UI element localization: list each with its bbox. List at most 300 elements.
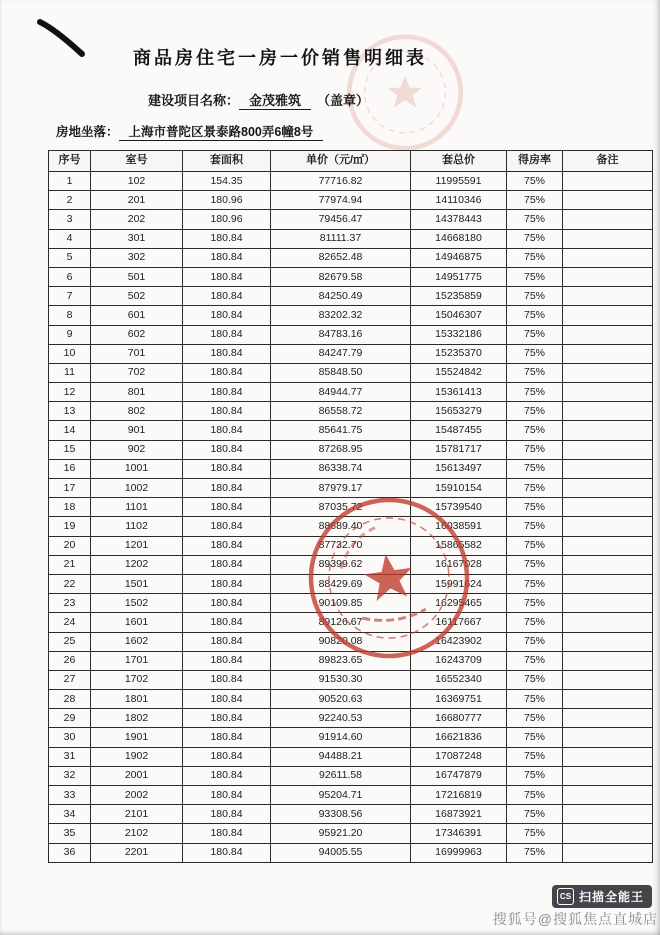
table-cell: 1702 xyxy=(91,670,183,689)
table-cell: 87268.95 xyxy=(271,440,411,459)
table-cell: 180.84 xyxy=(183,402,271,421)
table-cell: 75% xyxy=(507,172,563,191)
table-cell: 1502 xyxy=(91,594,183,613)
table-cell: 1801 xyxy=(91,690,183,709)
table-cell: 180.84 xyxy=(183,594,271,613)
table-cell: 180.84 xyxy=(183,517,271,536)
table-cell: 31 xyxy=(49,747,91,766)
table-cell: 15487455 xyxy=(411,421,507,440)
table-cell: 84944.77 xyxy=(271,383,411,402)
table-cell: 2102 xyxy=(91,824,183,843)
table-cell: 19 xyxy=(49,517,91,536)
table-cell: 91530.30 xyxy=(271,670,411,689)
table-cell: 2 xyxy=(49,191,91,210)
table-cell: 15524842 xyxy=(411,363,507,382)
table-cell xyxy=(563,766,653,785)
table-cell: 75% xyxy=(507,191,563,210)
table-row xyxy=(49,709,653,728)
table-cell xyxy=(563,536,653,555)
table-cell: 180.84 xyxy=(183,805,271,824)
table-cell: 15235859 xyxy=(411,287,507,306)
table-cell: 180.84 xyxy=(183,440,271,459)
table-row xyxy=(49,670,653,689)
table-cell: 15739540 xyxy=(411,498,507,517)
table-cell: 180.84 xyxy=(183,267,271,286)
table-cell: 1901 xyxy=(91,728,183,747)
table-cell: 1101 xyxy=(91,498,183,517)
table-cell: 180.84 xyxy=(183,824,271,843)
sohu-watermark: 搜狐号@搜狐焦点直城店 xyxy=(492,911,658,927)
table-cell xyxy=(563,402,653,421)
table-cell xyxy=(563,172,653,191)
table-cell: 16 xyxy=(49,459,91,478)
table-cell: 75% xyxy=(507,344,563,363)
table-cell: 16552340 xyxy=(411,670,507,689)
table-cell: 8 xyxy=(49,306,91,325)
table-cell xyxy=(563,440,653,459)
location-value: 上海市普陀区景泰路800弄6幢8号 xyxy=(119,125,324,141)
camscanner-badge xyxy=(552,885,652,908)
table-row xyxy=(49,824,653,843)
table-cell: 25 xyxy=(49,632,91,651)
table-row xyxy=(49,498,653,517)
table-cell: 89399.62 xyxy=(271,555,411,574)
table-cell: 302 xyxy=(91,248,183,267)
table-cell: 29 xyxy=(49,709,91,728)
table-row xyxy=(49,479,653,498)
table-cell: 3 xyxy=(49,210,91,229)
table-cell: 14 xyxy=(49,421,91,440)
table-row xyxy=(49,594,653,613)
table-cell: 88689.40 xyxy=(271,517,411,536)
table-cell: 75% xyxy=(507,709,563,728)
table-row xyxy=(49,210,653,229)
table-row xyxy=(49,574,653,593)
table-row xyxy=(49,632,653,651)
table-row xyxy=(49,267,653,286)
document-title: 商品房住宅一房一价销售明细表 xyxy=(133,48,427,68)
table-cell: 75% xyxy=(507,421,563,440)
table-cell: 33 xyxy=(49,786,91,805)
table-cell: 1902 xyxy=(91,747,183,766)
property-location-line xyxy=(56,122,323,140)
table-cell: 180.84 xyxy=(183,498,271,517)
table-cell: 86338.74 xyxy=(271,459,411,478)
table-cell: 75% xyxy=(507,632,563,651)
table-cell: 180.84 xyxy=(183,363,271,382)
table-cell: 180.84 xyxy=(183,613,271,632)
seal-suffix-label: （盖章） xyxy=(317,93,370,108)
table-cell: 15 xyxy=(49,440,91,459)
table-cell: 14110346 xyxy=(411,191,507,210)
table-cell: 16873921 xyxy=(411,805,507,824)
table-row xyxy=(49,651,653,670)
table-cell: 180.84 xyxy=(183,632,271,651)
table-row xyxy=(49,805,653,824)
table-cell: 801 xyxy=(91,383,183,402)
table-cell: 10 xyxy=(49,344,91,363)
table-cell: 16680777 xyxy=(411,709,507,728)
table-cell: 14946875 xyxy=(411,248,507,267)
table-cell xyxy=(563,709,653,728)
table-cell xyxy=(563,383,653,402)
table-cell xyxy=(563,594,653,613)
table-cell: 90820.08 xyxy=(271,632,411,651)
table-cell: 75% xyxy=(507,690,563,709)
table-cell: 2001 xyxy=(91,766,183,785)
table-cell: 1802 xyxy=(91,709,183,728)
table-cell: 16369751 xyxy=(411,690,507,709)
table-cell: 75% xyxy=(507,670,563,689)
table-row xyxy=(49,248,653,267)
table-cell: 75% xyxy=(507,498,563,517)
table-cell: 201 xyxy=(91,191,183,210)
table-cell: 75% xyxy=(507,747,563,766)
table-cell: 92240.53 xyxy=(271,709,411,728)
table-cell: 14951775 xyxy=(411,267,507,286)
table-row xyxy=(49,287,653,306)
table-cell: 2101 xyxy=(91,805,183,824)
table-cell: 95921.20 xyxy=(271,824,411,843)
table-cell xyxy=(563,267,653,286)
table-cell xyxy=(563,651,653,670)
table-row xyxy=(49,172,653,191)
camscanner-label: 扫描全能王 xyxy=(578,890,644,904)
table-cell: 75% xyxy=(507,287,563,306)
table-cell: 16038591 xyxy=(411,517,507,536)
table-cell xyxy=(563,306,653,325)
table-cell: 180.84 xyxy=(183,479,271,498)
table-cell: 14378443 xyxy=(411,210,507,229)
table-cell: 16167028 xyxy=(411,555,507,574)
table-cell: 20 xyxy=(49,536,91,555)
table-cell: 92611.58 xyxy=(271,766,411,785)
table-cell: 83202.32 xyxy=(271,306,411,325)
table-cell: 84783.16 xyxy=(271,325,411,344)
table-cell: 75% xyxy=(507,517,563,536)
table-cell: 85641.75 xyxy=(271,421,411,440)
table-cell: 75% xyxy=(507,651,563,670)
table-cell: 91914.60 xyxy=(271,728,411,747)
table-cell: 180.84 xyxy=(183,459,271,478)
table-cell: 84247.79 xyxy=(271,344,411,363)
table-cell: 1102 xyxy=(91,517,183,536)
table-cell: 75% xyxy=(507,229,563,248)
table-row xyxy=(49,344,653,363)
table-cell: 15235370 xyxy=(411,344,507,363)
table-cell: 701 xyxy=(91,344,183,363)
table-cell: 11995591 xyxy=(411,172,507,191)
location-label: 房地坐落： xyxy=(56,125,119,139)
table-cell: 2201 xyxy=(91,843,183,862)
table-cell: 75% xyxy=(507,594,563,613)
table-cell: 180.84 xyxy=(183,536,271,555)
table-cell: 180.84 xyxy=(183,229,271,248)
table-row xyxy=(49,766,653,785)
table-cell: 901 xyxy=(91,421,183,440)
table-cell: 75% xyxy=(507,267,563,286)
column-header-1: 室号 xyxy=(91,151,183,172)
table-cell: 75% xyxy=(507,440,563,459)
table-cell: 84250.49 xyxy=(271,287,411,306)
table-cell: 802 xyxy=(91,402,183,421)
project-name-value: 金茂雅筑 xyxy=(239,93,311,110)
table-cell xyxy=(563,690,653,709)
table-cell: 75% xyxy=(507,766,563,785)
table-cell: 1201 xyxy=(91,536,183,555)
table-cell: 75% xyxy=(507,306,563,325)
table-body xyxy=(49,172,653,863)
price-table xyxy=(48,150,653,863)
table-row xyxy=(49,402,653,421)
table-cell: 75% xyxy=(507,613,563,632)
table-cell: 1202 xyxy=(91,555,183,574)
table-cell: 16117667 xyxy=(411,613,507,632)
table-cell: 180.84 xyxy=(183,709,271,728)
table-cell xyxy=(563,229,653,248)
table-cell: 94005.55 xyxy=(271,843,411,862)
table-cell: 15046307 xyxy=(411,306,507,325)
table-cell: 180.84 xyxy=(183,766,271,785)
table-cell xyxy=(563,670,653,689)
table-cell xyxy=(563,517,653,536)
table-header-row xyxy=(49,151,653,172)
table-cell: 28 xyxy=(49,690,91,709)
table-cell: 180.84 xyxy=(183,248,271,267)
table-cell: 15865582 xyxy=(411,536,507,555)
table-row xyxy=(49,459,653,478)
table-cell: 16747879 xyxy=(411,766,507,785)
table-row xyxy=(49,747,653,766)
table-cell: 89126.67 xyxy=(271,613,411,632)
table-cell: 902 xyxy=(91,440,183,459)
table-cell: 180.84 xyxy=(183,555,271,574)
table-cell: 602 xyxy=(91,325,183,344)
table-cell: 180.84 xyxy=(183,306,271,325)
table-cell: 75% xyxy=(507,459,563,478)
table-cell: 15332186 xyxy=(411,325,507,344)
table-cell: 1001 xyxy=(91,459,183,478)
table-cell: 23 xyxy=(49,594,91,613)
table-row xyxy=(49,690,653,709)
table-cell: 75% xyxy=(507,248,563,267)
table-cell: 2002 xyxy=(91,786,183,805)
table-cell: 87979.17 xyxy=(271,479,411,498)
table-cell: 1 xyxy=(49,172,91,191)
table-cell xyxy=(563,728,653,747)
table-row xyxy=(49,536,653,555)
table-cell: 95204.71 xyxy=(271,786,411,805)
table-cell: 16295465 xyxy=(411,594,507,613)
table-cell: 15781717 xyxy=(411,440,507,459)
table-cell xyxy=(563,459,653,478)
table-cell xyxy=(563,287,653,306)
table-cell: 93308.56 xyxy=(271,805,411,824)
table-cell xyxy=(563,613,653,632)
table-cell: 75% xyxy=(507,555,563,574)
column-header-4: 套总价 xyxy=(411,151,507,172)
table-cell: 75% xyxy=(507,843,563,862)
table-cell: 79456.47 xyxy=(271,210,411,229)
table-cell: 75% xyxy=(507,786,563,805)
project-name-line xyxy=(148,90,369,109)
table-cell: 75% xyxy=(507,574,563,593)
table-cell: 75% xyxy=(507,363,563,382)
table-cell: 15613497 xyxy=(411,459,507,478)
table-cell: 180.84 xyxy=(183,670,271,689)
table-cell: 17216819 xyxy=(411,786,507,805)
table-cell xyxy=(563,805,653,824)
table-cell: 34 xyxy=(49,805,91,824)
table-cell: 6 xyxy=(49,267,91,286)
table-row xyxy=(49,229,653,248)
table-cell: 14668180 xyxy=(411,229,507,248)
table-cell: 1601 xyxy=(91,613,183,632)
table-cell: 180.84 xyxy=(183,287,271,306)
table-cell: 85848.50 xyxy=(271,363,411,382)
table-cell: 36 xyxy=(49,843,91,862)
table-cell: 180.84 xyxy=(183,690,271,709)
table-cell: 75% xyxy=(507,383,563,402)
table-cell: 17 xyxy=(49,479,91,498)
column-header-0: 序号 xyxy=(49,151,91,172)
table-cell: 301 xyxy=(91,229,183,248)
table-cell: 12 xyxy=(49,383,91,402)
table-cell: 16423902 xyxy=(411,632,507,651)
table-cell: 180.84 xyxy=(183,344,271,363)
table-cell: 75% xyxy=(507,728,563,747)
table-row xyxy=(49,728,653,747)
table-cell xyxy=(563,632,653,651)
table-row xyxy=(49,440,653,459)
table-cell: 180.84 xyxy=(183,325,271,344)
table-cell xyxy=(563,248,653,267)
table-cell: 75% xyxy=(507,210,563,229)
table-cell: 75% xyxy=(507,824,563,843)
table-cell: 77716.82 xyxy=(271,172,411,191)
table-cell xyxy=(563,191,653,210)
table-cell: 35 xyxy=(49,824,91,843)
table-cell: 75% xyxy=(507,402,563,421)
camscanner-icon: CS xyxy=(557,888,574,905)
table-cell: 180.84 xyxy=(183,728,271,747)
table-cell: 180.84 xyxy=(183,574,271,593)
table-cell: 16621836 xyxy=(411,728,507,747)
table-cell: 7 xyxy=(49,287,91,306)
table-cell: 180.84 xyxy=(183,786,271,805)
table-cell: 5 xyxy=(49,248,91,267)
table-cell: 81111.37 xyxy=(271,229,411,248)
table-cell: 180.84 xyxy=(183,421,271,440)
table-cell: 24 xyxy=(49,613,91,632)
table-cell: 75% xyxy=(507,479,563,498)
table-cell: 16243709 xyxy=(411,651,507,670)
table-cell: 16999963 xyxy=(411,843,507,862)
table-cell: 180.96 xyxy=(183,191,271,210)
table-cell: 94488.21 xyxy=(271,747,411,766)
table-cell: 1002 xyxy=(91,479,183,498)
column-header-3: 单价（元/㎡） xyxy=(271,151,411,172)
table-row xyxy=(49,325,653,344)
table-cell: 30 xyxy=(49,728,91,747)
table-cell: 1701 xyxy=(91,651,183,670)
table-cell: 180.84 xyxy=(183,843,271,862)
table-cell: 26 xyxy=(49,651,91,670)
table-row xyxy=(49,191,653,210)
table-cell: 75% xyxy=(507,805,563,824)
table-cell: 75% xyxy=(507,325,563,344)
table-cell: 102 xyxy=(91,172,183,191)
table-cell: 180.84 xyxy=(183,651,271,670)
table-cell: 87035.72 xyxy=(271,498,411,517)
table-cell: 86558.72 xyxy=(271,402,411,421)
table-cell: 180.96 xyxy=(183,210,271,229)
table-cell: 21 xyxy=(49,555,91,574)
table-cell: 4 xyxy=(49,229,91,248)
table-cell xyxy=(563,747,653,766)
table-cell xyxy=(563,843,653,862)
table-row xyxy=(49,555,653,574)
table-row xyxy=(49,843,653,862)
table-row xyxy=(49,613,653,632)
table-row xyxy=(49,421,653,440)
table-cell: 90520.63 xyxy=(271,690,411,709)
table-cell: 702 xyxy=(91,363,183,382)
table-cell: 1501 xyxy=(91,574,183,593)
table-cell: 502 xyxy=(91,287,183,306)
table-cell xyxy=(563,344,653,363)
table-cell: 77974.94 xyxy=(271,191,411,210)
table-row xyxy=(49,383,653,402)
table-cell xyxy=(563,363,653,382)
table-cell: 202 xyxy=(91,210,183,229)
table-cell xyxy=(563,786,653,805)
table-cell xyxy=(563,210,653,229)
table-cell: 82652.48 xyxy=(271,248,411,267)
table-cell: 154.35 xyxy=(183,172,271,191)
table-cell: 601 xyxy=(91,306,183,325)
column-header-2: 套面积 xyxy=(183,151,271,172)
table-cell xyxy=(563,421,653,440)
table-cell: 82679.58 xyxy=(271,267,411,286)
table-cell: 1602 xyxy=(91,632,183,651)
table-cell: 17346391 xyxy=(411,824,507,843)
table-cell: 89823.65 xyxy=(271,651,411,670)
table-cell: 15910154 xyxy=(411,479,507,498)
table-row xyxy=(49,786,653,805)
table-cell: 17087248 xyxy=(411,747,507,766)
column-header-5: 得房率 xyxy=(507,151,563,172)
table-cell: 18 xyxy=(49,498,91,517)
table-cell: 32 xyxy=(49,766,91,785)
column-header-6: 备注 xyxy=(563,151,653,172)
table-cell: 90109.85 xyxy=(271,594,411,613)
table-cell: 9 xyxy=(49,325,91,344)
table-cell: 501 xyxy=(91,267,183,286)
table-cell xyxy=(563,555,653,574)
table-cell xyxy=(563,325,653,344)
table-cell: 22 xyxy=(49,574,91,593)
table-cell: 11 xyxy=(49,363,91,382)
table-cell: 27 xyxy=(49,670,91,689)
table-cell: 13 xyxy=(49,402,91,421)
table-cell: 88429.69 xyxy=(271,574,411,593)
table-cell xyxy=(563,479,653,498)
table-cell: 15653279 xyxy=(411,402,507,421)
table-cell: 15991624 xyxy=(411,574,507,593)
table-cell: 180.84 xyxy=(183,383,271,402)
table-cell: 180.84 xyxy=(183,747,271,766)
